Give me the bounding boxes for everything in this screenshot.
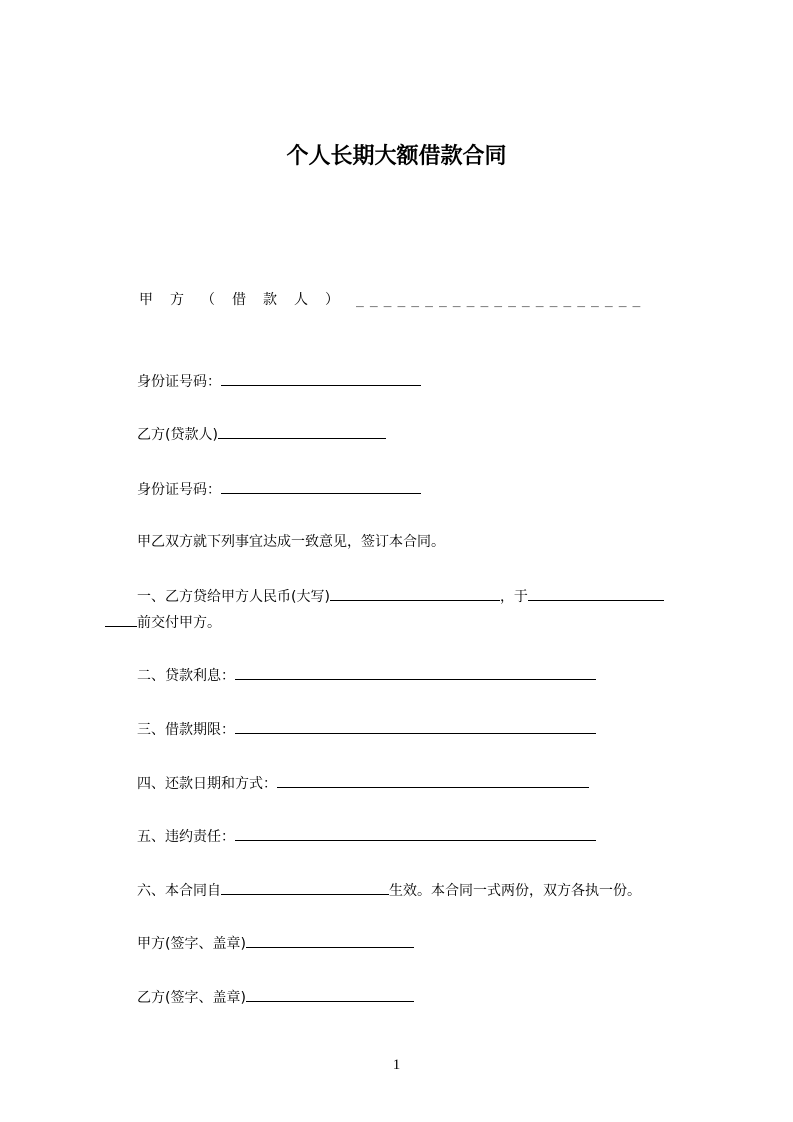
clause-6-text-b: 生效。本合同一式两份，双方各执一份。 <box>389 883 641 899</box>
clause-6-date-blank[interactable] <box>221 880 389 895</box>
sign-a-label: 甲方(签字、盖章) <box>137 936 246 952</box>
sign-b-line <box>137 987 414 1008</box>
id-line-1 <box>137 371 421 392</box>
id-label-1: 身份证号码： <box>137 374 221 390</box>
clause-1-date-blank[interactable] <box>528 586 664 601</box>
clause-5-line <box>137 826 596 847</box>
sign-b-label: 乙方(签字、盖章) <box>137 990 246 1006</box>
clause-4-label: 四、还款日期和方式： <box>137 776 277 792</box>
party-b-blank[interactable] <box>218 424 386 439</box>
clause-3-blank[interactable] <box>235 719 596 734</box>
page-number: 1 <box>392 1057 401 1073</box>
clause-6-line <box>137 880 641 901</box>
clause-1-text-b: ，于 <box>499 589 528 605</box>
clause-1-date-blank-cont[interactable] <box>105 612 137 627</box>
clause-2-line <box>137 665 596 686</box>
clause-1-line-1 <box>137 586 664 607</box>
clause-1-text-a: 一、乙方贷给甲方人民币(大写) <box>137 589 330 605</box>
party-a-label: 甲方（借款人） <box>139 292 356 308</box>
id-blank-1[interactable] <box>221 371 421 386</box>
clause-3-line <box>137 719 596 740</box>
clause-4-blank[interactable] <box>277 773 589 788</box>
clause-1-text-c: 前交付甲方。 <box>137 615 221 631</box>
party-b-line <box>137 424 386 445</box>
sign-b-blank[interactable] <box>246 987 414 1002</box>
clause-5-blank[interactable] <box>235 826 596 841</box>
clause-6-text-a: 六、本合同自 <box>137 883 221 899</box>
clause-2-label: 二、贷款利息： <box>137 668 235 684</box>
document-title: 个人长期大额借款合同 <box>286 144 507 169</box>
party-b-label: 乙方(贷款人) <box>137 427 218 443</box>
sign-a-line <box>137 933 414 954</box>
clause-4-line <box>137 773 589 794</box>
clause-1-amount-blank[interactable] <box>330 586 500 601</box>
id-blank-2[interactable] <box>221 479 421 494</box>
clause-2-blank[interactable] <box>235 665 596 680</box>
intro-paragraph: 甲乙双方就下列事宜达成一致意见，签订本合同。 <box>137 534 445 550</box>
clause-5-label: 五、违约责任： <box>137 829 235 845</box>
id-label-2: 身份证号码： <box>137 482 221 498</box>
clause-1-line-2 <box>105 612 221 633</box>
clause-3-label: 三、借款期限： <box>137 722 235 738</box>
party-a-dashes: _____________________ <box>356 293 647 308</box>
sign-a-blank[interactable] <box>246 933 414 948</box>
party-a-line <box>139 290 646 311</box>
id-line-2 <box>137 479 421 500</box>
